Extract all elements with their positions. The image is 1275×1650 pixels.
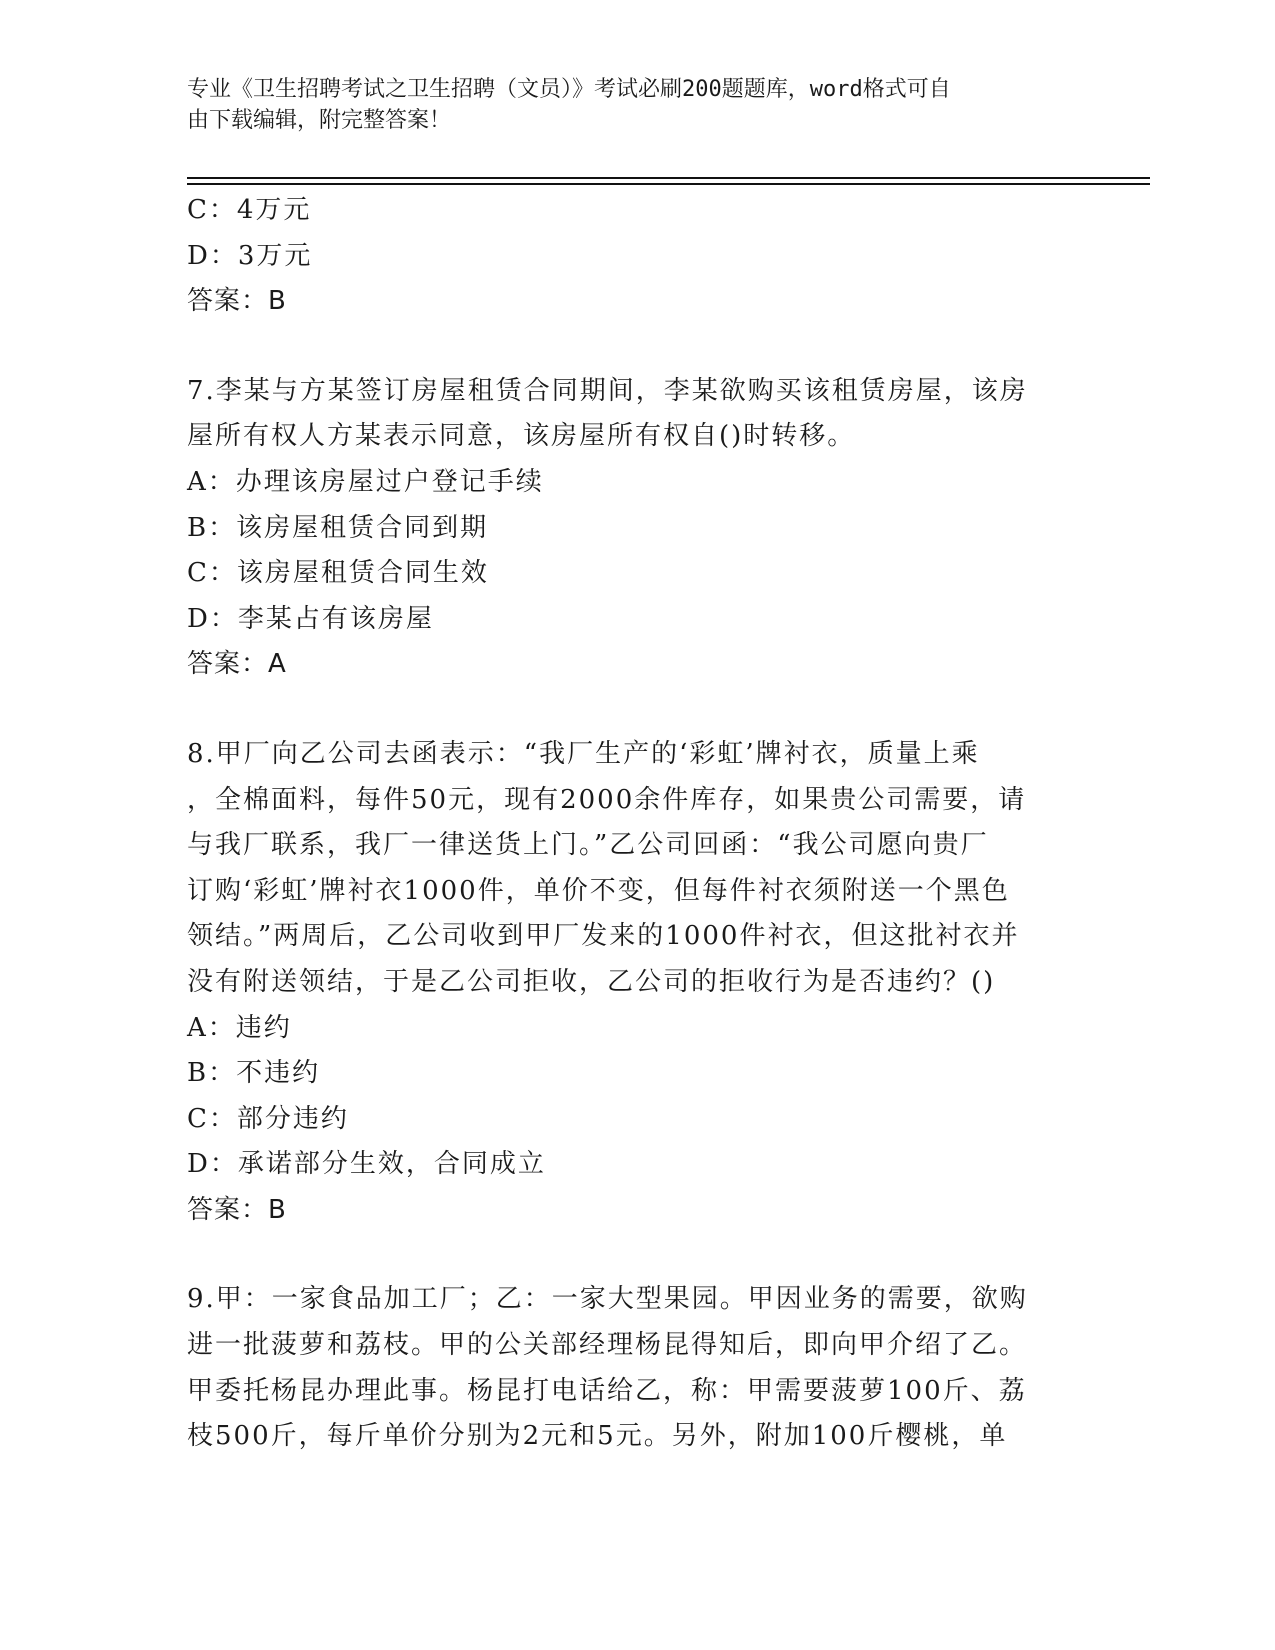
option-d: D：李某占有该房屋 (187, 603, 434, 634)
option-a: A：办理该房屋过户登记手续 (187, 466, 544, 497)
question-9 (187, 1277, 1087, 1459)
option-b: B：不违约 (187, 1058, 321, 1089)
answer-line: 答案：B (187, 286, 287, 317)
question-stem-line: 7.李某与方某签订房屋租赁合同期间，李某欲购买该租赁房屋，该房 (187, 375, 1028, 406)
question-content (187, 188, 1087, 1460)
option-c: C：部分违约 (187, 1103, 349, 1134)
question-stem-line: 没有附送领结，于是乙公司拒收，乙公司的拒收行为是否违约？() (187, 966, 996, 997)
header-divider-bottom (187, 183, 1150, 185)
page-header (187, 74, 1067, 136)
question-stem-line: 订购‘彩虹’牌衬衣1000件，单价不变，但每件衬衣须附送一个黑色 (187, 875, 1010, 906)
header-title-line-2: 由下载编辑，附完整答案！ (187, 108, 452, 133)
option-b: B：该房屋租赁合同到期 (187, 512, 489, 543)
question-stem-line: 甲委托杨昆办理此事。杨昆打电话给乙，称：甲需要菠萝100斤、荔 (187, 1375, 1027, 1406)
option-c: C：4万元 (187, 195, 312, 225)
answer-line: 答案：A (187, 649, 287, 680)
header-divider-top (187, 177, 1150, 179)
previous-question-tail (187, 188, 1087, 325)
question-7 (187, 369, 1087, 688)
question-stem-line: 8.甲厂向乙公司去函表示：“我厂生产的‘彩虹’牌衬衣，质量上乘 (187, 738, 980, 769)
question-stem-line: 领结。”两周后，乙公司收到甲厂发来的1000件衬衣，但这批衬衣并 (187, 921, 1020, 952)
header-title-line-1: 专业《卫生招聘考试之卫生招聘（文员）》考试必刷200题题库，word格式可自 (187, 77, 951, 102)
option-c: C：该房屋租赁合同生效 (187, 558, 489, 589)
question-stem-line: 进一批菠萝和荔枝。甲的公关部经理杨昆得知后，即向甲介绍了乙。 (187, 1330, 1028, 1361)
answer-line: 答案：B (187, 1194, 287, 1225)
question-8 (187, 732, 1087, 1234)
question-stem-line: ，全棉面料，每件50元，现有2000余件库存，如果贵公司需要，请 (187, 784, 1027, 815)
option-d: D：承诺部分生效，合同成立 (187, 1149, 546, 1180)
question-stem-line: 9.甲：一家食品加工厂；乙：一家大型果园。甲因业务的需要，欲购 (187, 1284, 1028, 1315)
question-stem-line: 枝500斤，每斤单价分别为2元和5元。另外，附加100斤樱桃，单 (187, 1421, 1008, 1452)
option-d: D：3万元 (187, 240, 313, 271)
option-a: A：违约 (187, 1012, 292, 1043)
question-stem-line: 屋所有权人方某表示同意，该房屋所有权自()时转移。 (187, 421, 856, 452)
question-stem-line: 与我厂联系，我厂一律送货上门。”乙公司回函：“我公司愿向贵厂 (187, 830, 989, 861)
